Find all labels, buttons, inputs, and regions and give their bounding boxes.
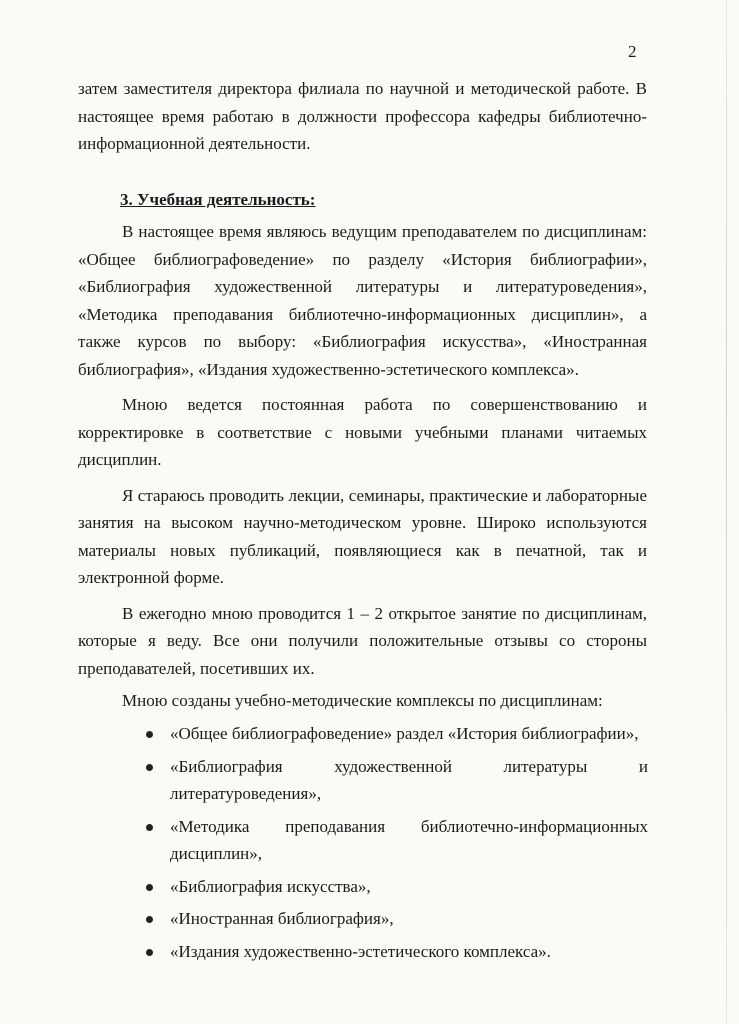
bullet-icon <box>146 884 153 891</box>
list-item <box>146 873 648 901</box>
paragraph-disciplines: В настоящее время являюсь ведущим преподавателем по дисциплинам: «Общее библиографоведение» по разделу «История библиографии», «Библиография художественной литературы и литературоведения», «Методика преподавания библиотечно-информационных дисциплин», а также курсов по выбору: «Библиография искусства», «Иностранная библиография», «Издания художественно-эстетического комплекса». <box>78 222 647 379</box>
bullet-icon <box>146 764 153 771</box>
section-heading: 3. Учебная деятельность: <box>120 190 316 209</box>
bullet-icon <box>146 949 153 956</box>
list-item-text: «Библиография художественной литературы и литературоведения», <box>170 756 648 803</box>
list-item-text: «Издания художественно-эстетического комплекса». <box>170 941 551 961</box>
paragraph-open-lessons: В ежегодно мною проводится 1 – 2 открытое занятие по дисциплинам, которые я веду. Все они получили положительные отзывы со стороны преподавателей, посетивших их. <box>78 603 647 678</box>
intro-paragraph: затем заместителя директора филиала по научной и методической работе. В настоящее время работаю в должности профессора кафедры библиотечно-информационной деятельности. <box>78 79 647 153</box>
bullet-icon <box>146 916 153 923</box>
paragraph-lectures: Я стараюсь проводить лекции, семинары, практические и лабораторные занятия на высоком научно-методическом уровне. Широко используются материалы новых публикаций, появляющиеся как в печатной, так и электронной форме. <box>78 485 647 587</box>
list-item-text: «Иностранная библиография», <box>170 909 394 928</box>
list-intro: Мною созданы учебно-методические комплексы по дисциплинам: <box>122 691 603 710</box>
paragraph-curriculum-work: Мною ведется постоянная работа по совершенствованию и корректировке в соответствие с новыми учебными планами читаемых дисциплин. <box>78 395 647 469</box>
list-item <box>146 905 648 933</box>
bullet-icon <box>146 824 153 831</box>
scan-edge-line <box>726 0 727 1024</box>
list-item <box>146 720 648 748</box>
list-item <box>146 938 648 966</box>
list-item <box>146 813 648 868</box>
course-complex-list <box>146 720 648 970</box>
page-number: 2 <box>628 42 637 61</box>
list-item-text: «Общее библиографоведение» раздел «История библиографии», <box>170 724 639 743</box>
bullet-icon <box>146 731 153 738</box>
list-item-text: «Методика преподавания библиотечно-информационных дисциплин», <box>170 816 648 863</box>
list-item <box>146 753 648 808</box>
section-body <box>78 218 647 690</box>
list-item-text: «Библиография искусства», <box>170 876 371 896</box>
